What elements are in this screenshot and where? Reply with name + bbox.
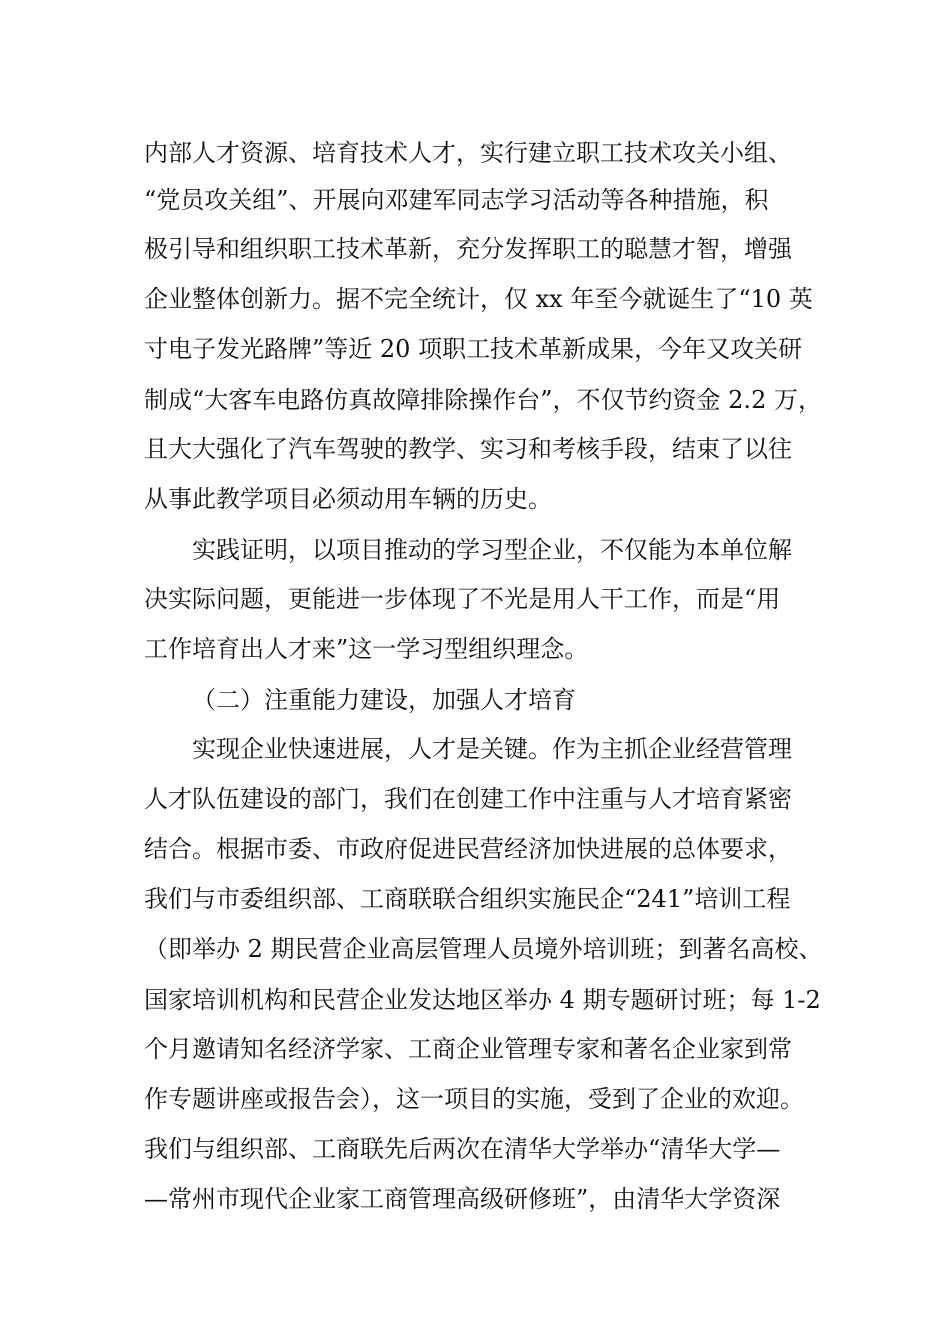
text-line: 且大大强化了汽车驾驶的教学、实习和考核手段，结束了以往 — [144, 435, 792, 463]
text-line: 制成“大客车电路仿真故障排除操作台”，不仅节约资金 2.2 万， — [144, 386, 822, 414]
text-line: —常州市现代企业家工商管理高级研修班”，由清华大学资深 — [144, 1185, 781, 1213]
text-line: 我们与市委组织部、工商联联合组织实施民企“241”培训工程 — [144, 885, 791, 913]
text-line: 结合。根据市委、市政府促进民营经济加快进展的总体要求， — [144, 835, 792, 863]
text-line: 实践证明，以项目推动的学习型企业，不仅能为本单位解 — [192, 536, 792, 564]
text-line: 作专题讲座或报告会），这一项目的实施，受到了企业的欢迎。 — [144, 1085, 804, 1113]
text-line: 个月邀请知名经济学家、工商企业管理专家和著名企业家到常 — [144, 1035, 792, 1063]
text-line: 从事此教学项目必须动用车辆的历史。 — [144, 485, 552, 513]
text-line: （即举办 2 期民营企业高层管理人员境外培训班；到著名高校、 — [144, 935, 823, 963]
text-line: 寸电子发光路牌”等近 20 项职工技术革新成果，今年又攻关研 — [144, 335, 803, 363]
text-line: 内部人才资源、培育技术人才，实行建立职工技术攻关小组、 — [144, 139, 792, 167]
text-line: 极引导和组织职工技术革新，充分发挥职工的聪慧才智，增强 — [144, 235, 792, 263]
text-line: 企业整体创新力。据不完全统计，仅 xx 年至今就诞生了“10 英 — [144, 285, 813, 313]
text-line: 国家培训机构和民营企业发达地区举办 4 期专题研讨班；每 1-2 — [144, 986, 821, 1014]
text-line: “党员攻关组”、开展向邓建军同志学习活动等各种措施，积 — [144, 186, 769, 214]
text-line: 实现企业快速进展，人才是关键。作为主抓企业经营管理 — [192, 735, 792, 763]
section-heading: （二）注重能力建设，加强人才培育 — [192, 686, 576, 714]
text-line: 工作培育出人才来”这一学习型组织理念。 — [144, 635, 589, 663]
text-line: 决实际问题，更能进一步体现了不光是用人干工作，而是“用 — [144, 585, 781, 613]
text-line: 人才队伍建设的部门，我们在创建工作中注重与人才培育紧密 — [144, 785, 792, 813]
text-line: 我们与组织部、工商联先后两次在清华大学举办“清华大学— — [144, 1135, 781, 1163]
